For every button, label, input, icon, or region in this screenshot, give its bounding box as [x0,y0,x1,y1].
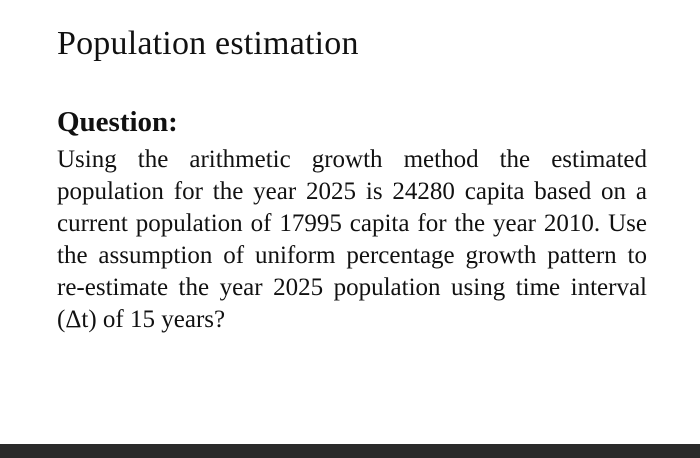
document [57,20,647,336]
page-title: Population estimation [57,25,359,62]
question-text: Using the arithmetic growth method the estimated population for the year 2025 is 24280 capita based on a current population of 17995 capita for the year 2010. Use the assumption of uniform percentage growth pattern to re-estimate the year 2025 population using time interval (Δt) of 15 years? [57,146,647,333]
bottom-bar [0,444,700,458]
question-heading: Question: [57,106,178,138]
